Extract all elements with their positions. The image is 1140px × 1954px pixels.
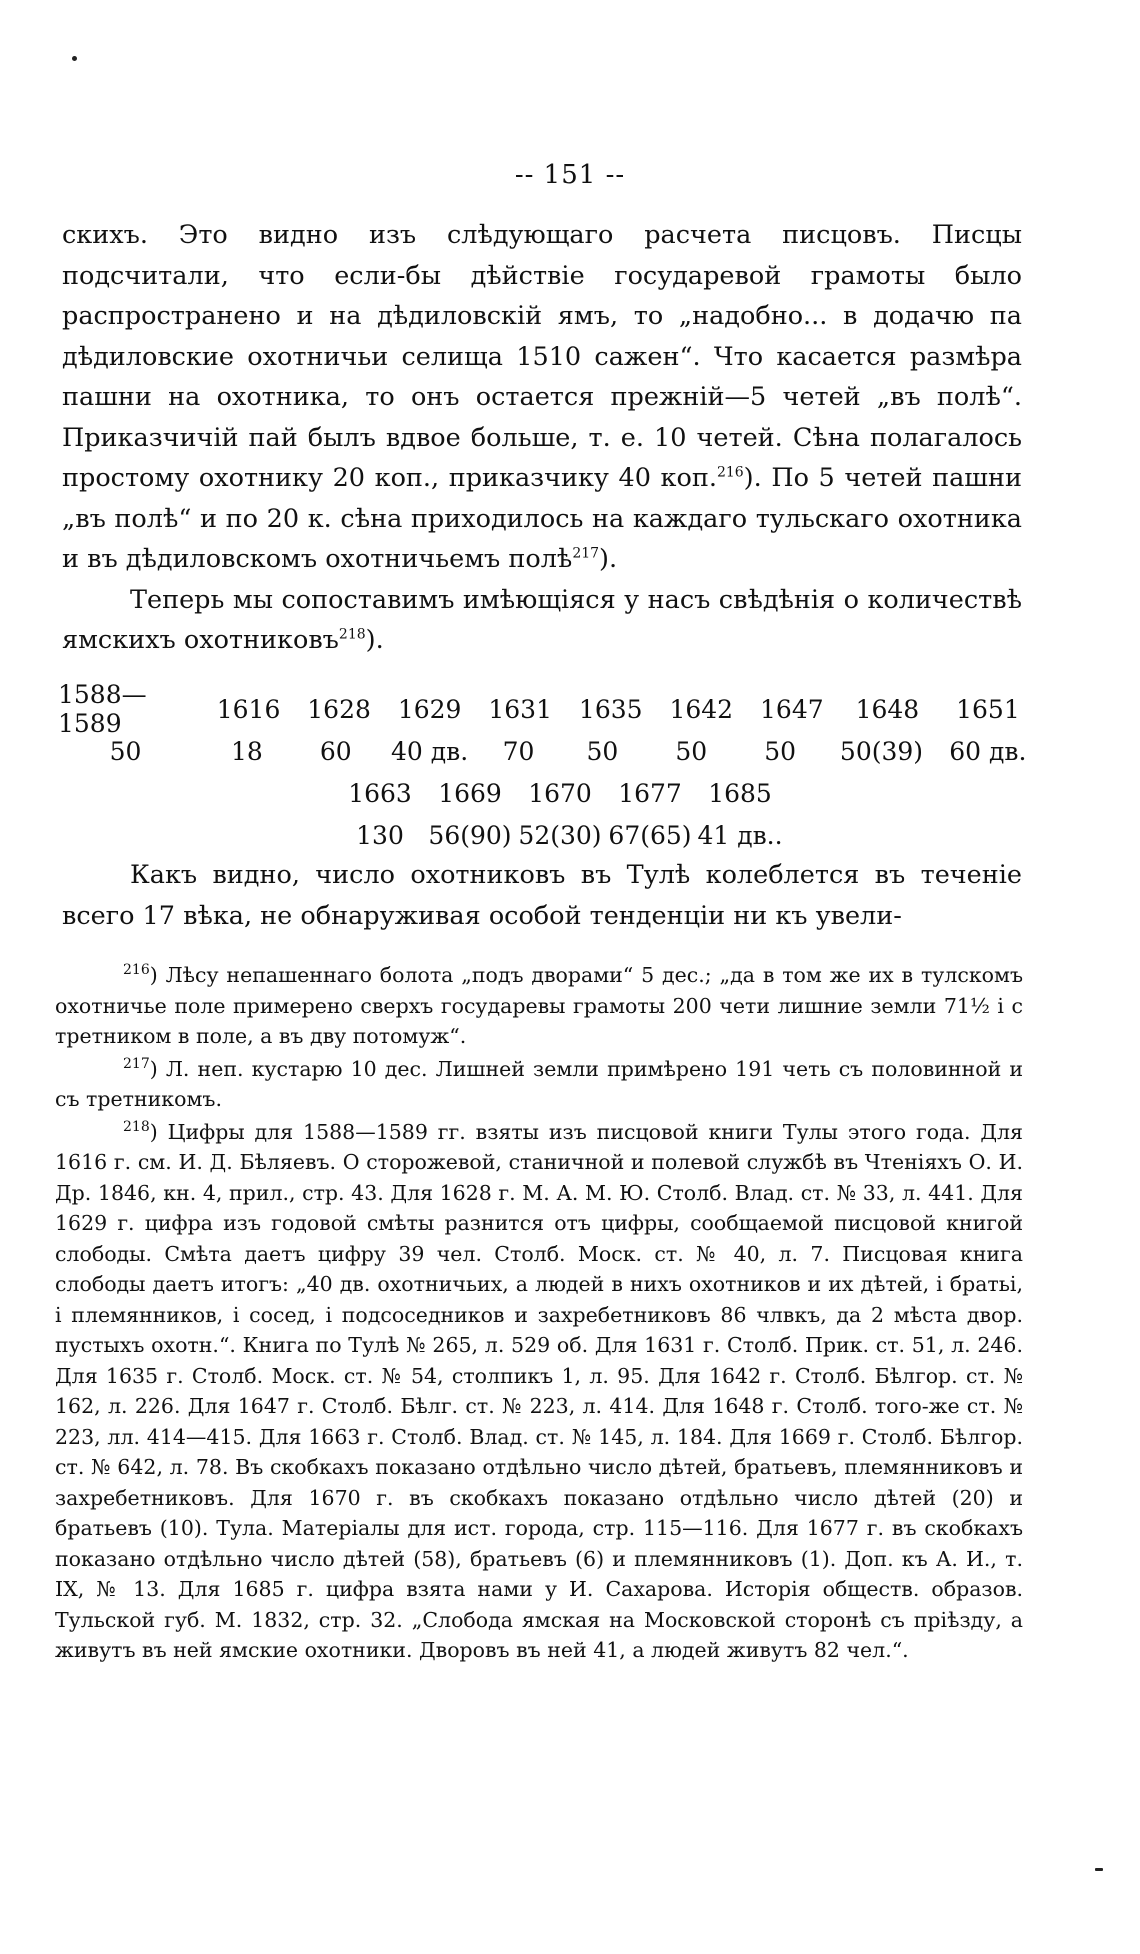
table-cell-year: 1648	[855, 694, 920, 724]
table-row-values	[58, 730, 1028, 772]
statistics-table	[58, 680, 1028, 772]
table-cell-value: 50	[109, 736, 142, 766]
paragraph: Теперь мы сопоставимъ имѣющіяся у насъ свѣдѣнія о количествѣ ямскихъ охотниковъ$^{218}$).	[62, 584, 1022, 655]
table-cell-year: 1663	[348, 778, 412, 808]
table-cell-value: 50(39)	[839, 736, 924, 766]
footnote-ref: 216	[716, 464, 744, 481]
footnote-number: 218	[123, 1118, 150, 1135]
table-cell-year: 1685	[708, 778, 772, 808]
footnote: $^{217}$) Л. неп. кустарю 10 дес. Лишней земли примѣрено 191 четь съ половинной и съ третникомъ.	[55, 1055, 1023, 1111]
table-cell-year: 1588—1589	[58, 680, 147, 738]
table-cell-value: 130	[356, 820, 404, 850]
paragraph: скихъ. Это видно изъ слѣдующаго расчета писцовъ. Писцы подсчитали, что если-бы дѣйствіе государевой грамоты было распространено и на дѣдиловскій ямъ, то „надобно... в додачю па дѣдиловские охотничьи селища 1510 сажен“. Что касается размѣра пашни на охотника, то онъ остается прежній—5 четей „въ полѣ“. Приказчичій пай былъ вдвое больше, т. е. 10 четей. Сѣна полагалось простому охотнику 20 коп., приказчику 40 коп.$^{216}$). По 5 четей пашни „въ полѣ“ и по 20 к. сѣна приходилось на каждаго тульскаго охотника и въ дѣдиловскомъ охотничьемъ полѣ$^{217}$).	[62, 220, 1022, 574]
table-cell-value: 60	[319, 736, 352, 766]
main-text	[62, 215, 1022, 661]
table-cell-year: 1616	[216, 694, 281, 724]
table-cell-value: 18	[230, 736, 263, 766]
table-cell-year: 1628	[307, 694, 371, 724]
footnote-ref: 218	[338, 626, 366, 643]
paragraph: Какъ видно, число охотниковъ въ Тулѣ колеблется въ теченіе всего 17 вѣка, не обнаруживая особой тенденціи ни къ увели-	[62, 860, 1022, 931]
table-row-years	[58, 680, 1028, 738]
table-cell-year: 1647	[760, 694, 824, 724]
footnote: $^{216}$) Лѣсу непашеннаго болота „подъ дворами“ 5 дес.; „да в том же их в тулскомъ охотничье поле примерено сверхъ государевы грамоты 200 чети лишние земли 71½ і с третником в поле, а въ дву потомуж“.	[55, 962, 1023, 1048]
table-cell-value: 50	[586, 736, 619, 766]
table-cell-value: 56(90)	[428, 820, 512, 850]
footnote: $^{218}$) Цифры для 1588—1589 гг. взяты изъ писцовой книги Тулы этого года. Для 1616 г. см. И. Д. Бѣляевъ. О сторожевой, станичной и полевой службѣ въ Чтеніяхъ О. И. Др. 1846, кн. 4, прил., стр. 43. Для 1628 г. М. А. М. Ю. Столб. Влад. ст. № 33, л. 441. Для 1629 г. цифра изъ годовой смѣты разнится отъ цифры, сообщаемой писцовой книгой слободы. Смѣта даетъ цифру 39 чел. Столб. Моск. ст. № 40, л. 7. Писцовая книга слободы даетъ итогъ: „40 дв. охотничьих, а людей в нихъ охотников и их дѣтей, і братьі, і племянников, і сосед, і подсоседников и захребетниковъ 86 члвкъ, да 2 мѣста двор. пустыхъ охотн.“. Книга по Тулѣ № 265, л. 529 об. Для 1631 г. Столб. Прик. ст. 51, л. 246. Для 1635 г. Столб. Моск. ст. № 54, столпикъ 1, л. 95. Для 1642 г. Столб. Бѣлгор. ст. № 162, л. 226. Для 1647 г. Столб. Бѣлг. ст. № 223, л. 414. Для 1648 г. Столб. того-же ст. № 223, лл. 414—415. Для 1663 г. Столб. Влад. ст. № 145, л. 184. Для 1669 г. Столб. Бѣлгор. ст. № 642, л. 78. Въ скобкахъ показано отдѣльно число дѣтей, братьевъ, племянниковъ и захребетниковъ. Для 1670 г. въ скобкахъ показано отдѣльно число дѣтей (20) и братьевъ (10). Тула. Матеріалы для ист. города, стр. 115—116. Для 1677 г. въ скобкахъ показано отдѣльно число дѣтей (58), братьевъ (6) и племянниковъ (1). Доп. къ А. И., т. IX, № 13. Для 1685 г. цифра взята нами у И. Сахарова. Исторія обществ. образов. Тульской губ. М. 1832, стр. 32. „Слобода ямская на Московской сторонѣ съ пріѣзду, а живутъ въ ней ямские охотники. Дворовъ въ ней 41, а людей живутъ 82 чел.“.	[55, 1118, 1023, 1662]
table-cell-value: 67(65)	[608, 820, 692, 850]
page-number: -- 151 --	[514, 160, 626, 190]
table-cell-value: 70	[502, 736, 535, 766]
table-cell-value: 40 дв.	[391, 736, 469, 766]
table-cell-year: 1651	[956, 694, 1020, 724]
table-cell-value: 52(30)	[518, 820, 602, 850]
table-cell-year: 1631	[488, 694, 552, 724]
footnotes	[55, 960, 1023, 1668]
table-cell-year: 1642	[669, 694, 734, 724]
table-cell-value: 60 дв.	[949, 736, 1027, 766]
speck-mark	[1095, 1868, 1103, 1871]
table-cell-year: 1635	[578, 694, 643, 724]
table-cell-year: 1669	[438, 778, 502, 808]
statistics-table-continued	[335, 772, 795, 856]
table-cell-year: 1677	[618, 778, 682, 808]
footnote-number: 217	[123, 1055, 150, 1072]
table-row-years	[335, 772, 795, 814]
table-cell-value: 50	[675, 736, 708, 766]
footnote-ref: 217	[572, 545, 600, 562]
table-cell-year: 1629	[397, 694, 462, 724]
main-text-continued	[62, 855, 1022, 936]
table-cell-value: 50	[764, 736, 797, 766]
table-cell-value: 41 дв..	[697, 820, 783, 850]
table-cell-year: 1670	[528, 778, 592, 808]
table-row-values	[335, 814, 795, 856]
speck-mark	[72, 56, 77, 61]
footnote-number: 216	[123, 962, 150, 979]
